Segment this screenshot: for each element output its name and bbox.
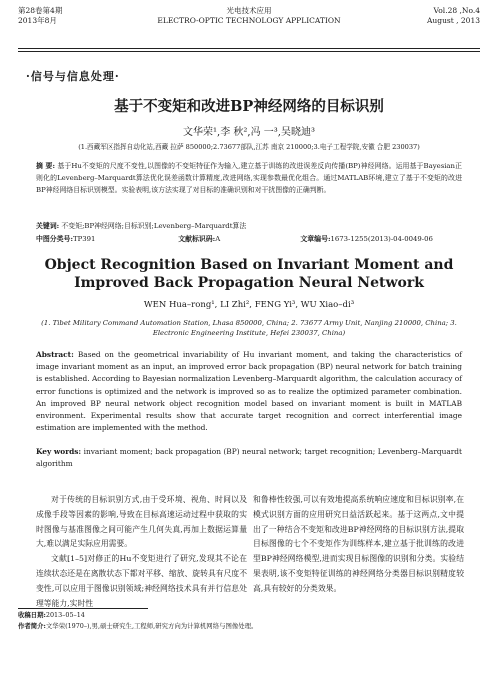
header-right [427,6,480,26]
paper-title-en: Object Recognition Based on Invariant Moment and Improved Back Propagation Neural Network [44,257,454,291]
keywords-en-text: invariant moment; back propagation (BP) neural network; target recognition; Levenberg–Marquardt algorithm [36,447,462,469]
doc-code-value: A [215,235,221,243]
doc-code-label: 文献标识码: [178,235,216,243]
clc-value: TP391 [73,235,96,243]
footnote-received [18,610,480,620]
keywords-cn-label: 关键词: [36,222,60,230]
body-column-left [36,493,247,611]
header-center [18,6,480,26]
article-id-label: 文章编号: [300,235,331,243]
section-tag: ·信号与信息处理· [26,70,120,83]
journal-name-cn: 光电技术应用 [226,6,272,15]
clc-label: 中图分类号: [36,235,73,243]
volume-en: Vol.28 ,No.4 [433,6,480,15]
footnote-bio [18,621,480,631]
body-paragraph: 和鲁棒性较强,可以有效地提高系统响应速度和目标识别率,在模式识别方面的应用研究日益活跃起来。基于这两点,文中提出了一种结合不变矩和改进BP神经网络的目标识别方法,提取目标图像的七个不变矩作为训练样本,建立基于批训练的改进型BP神经网络模型,进而实现目标图像的识别和分类。实验结果表明,该不变矩特征训练的神经网络分类器目标识别精度较高,具有较好的分类效果。 [253,495,464,593]
footnote-rule [18,608,148,609]
abstract-en-label: Abstract: [36,350,74,359]
abstract-cn-text: 基于Hu不变矩的尺度不变性,以图像的不变矩特征作为输入,建立基于训练的改进误差反向传播(BP)神经网络。运用基于Bayesian正则化的Levenberg–Marquardt算法优化误差函数计算精度,改进网络,实现参数最优化组合。通过MATLAB环境,建立了基于不变矩的改进BP神经网络目标识别模型。实验表明,该方法实现了对目标的准确识别和对干扰图像的正确判断。 [36,162,462,194]
header-rule-thick [18,48,480,49]
authors-cn: 文华荣¹,李 秋²,冯 一³,吴晓迪³ [183,127,315,138]
article-id-value: 1673-1255(2013)-04-0049-06 [330,235,433,243]
abstract-en [36,349,462,434]
bio-text: 文华荣(1970–),男,硕士研究生,工程师,研究方向为计算机网络与图像处理。 [45,622,258,630]
running-header [18,6,480,46]
body-paragraph: 对于传统的目标识别方式,由于受环境、视角、时间以及成像手段等因素的影响,导致在目标高速运动过程中获取的实时图像与基准图像之间可能产生几何失真,再加上数据运算量大,难以满足实际应用需要。 [36,495,247,549]
classification-line [36,234,462,245]
received-label: 收稿日期: [18,611,46,619]
volume-cn: 第28卷第4期 [18,6,63,15]
journal-name-en: ELECTRO-OPTIC TECHNOLOGY APPLICATION [157,16,341,25]
date-en: August , 2013 [427,16,480,25]
body-column-right [253,493,464,597]
keywords-en-label: Key words: [36,447,82,456]
paper-title-cn: 基于不变矩和改进BP神经网络的目标识别 [114,98,384,115]
affiliation-cn: (1.西藏军区指挥自动化站,西藏 拉萨 850000;2.73677部队,江苏 南京 210000;3.电子工程学院,安徽 合肥 230037) [78,143,420,151]
bio-label: 作者简介: [18,622,46,630]
abstract-cn-label: 摘 要: [36,162,56,170]
body-paragraph: 文献[1–5]对修正的Hu不变矩进行了研究,发现其不论在连续状态还是在离散状态下都对平移、缩放、旋转具有尺度不变性,可以应用于图像识别领域;神经网络技术具有并行信息处理等能力,实时性 [36,554,247,608]
received-date: 2013–05–14 [45,611,85,619]
abstract-cn [36,160,462,196]
header-rule-thin [18,51,480,52]
keywords-en [36,446,462,470]
keywords-cn [36,221,462,232]
abstract-en-text: Based on the geometrical invariability of Hu invariant moment, and taking the characteristics of image invariant moment as an input, an improved error back propagation (BP) neural network for batch training is established. According to Bayesian normalization Levenberg–Marquardt algorithm, the calculation accuracy of error functions is optimized and the network is improved so as to realize the optimized parameter combination. An improved BP neural network object recognition model based on invariant moment is built in MATLAB environment. Experimental results show that accurate target recognition and correct interferential image estimation are implemented with the method. [36,350,462,433]
affiliation-en: (1. Tibet Military Command Automation Station, Lhasa 850000, China; 2. 73677 Army Unit, Nanjing 210000, China; 3. Electronic Engineering Institute, Hefei 230037, China) [41,319,457,337]
authors-en: WEN Hua–rong¹, LI Zhi², FENG Yi³, WU Xiao–di³ [143,300,355,310]
date-cn: 2013年8月 [18,16,57,25]
keywords-cn-text: 不变矩;BP神经网络;目标识别;Levenberg–Marquardt算法 [61,222,247,230]
